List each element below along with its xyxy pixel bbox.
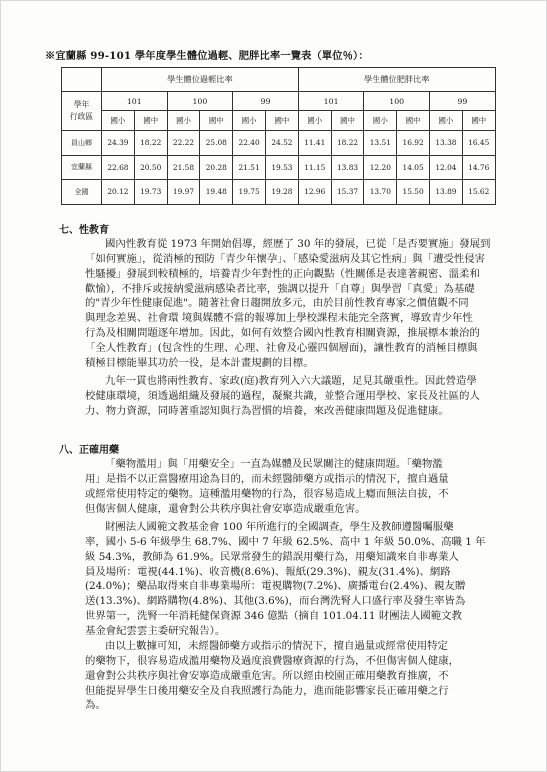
paragraph-line: 但傷害個人健康，還會對公共秩序與社會安寧造成嚴重危害。 xyxy=(85,502,366,515)
paragraph-line: 與理念差異、社會環 境與媒體不當的報導加上學校課程未能完全落實，導致青少年性 xyxy=(85,312,473,325)
header-year: 100 xyxy=(364,92,430,111)
table-row xyxy=(62,180,496,205)
paragraph-line: 用」是指不以正當醫療用途為目的，而未經醫師藥方或指示的情況下，擅自過量 xyxy=(85,472,449,485)
header-elementary: 國小 xyxy=(298,111,331,131)
rate-value-cell: 19.97 xyxy=(167,180,200,205)
rate-value-cell: 21.58 xyxy=(167,155,200,180)
paragraph-line: 國內性教育從 1973 年開始倡導，經歷了 30 年的發展，已從「是否要實施」發展到 xyxy=(105,238,491,250)
rate-value-cell: 21.51 xyxy=(233,155,266,180)
section-paragraph xyxy=(85,237,497,371)
rate-value-cell: 12.96 xyxy=(298,180,331,205)
header-elementary: 國小 xyxy=(102,111,135,131)
rate-value-cell: 13.89 xyxy=(430,180,463,205)
rate-value-cell: 19.73 xyxy=(134,180,167,205)
rate-value-cell: 18.22 xyxy=(331,131,364,156)
paragraph-line: 基金會紀雲雲主委研究報告）。 xyxy=(85,624,226,637)
table-body xyxy=(62,131,496,205)
header-year: 99 xyxy=(233,92,299,111)
rate-value-cell: 19.53 xyxy=(265,155,298,180)
paragraph-line: 由以上數據可知，未經醫師藥方或指示的情況下，擅自過量或經常使用特定 xyxy=(105,640,448,652)
region-cell: 宜蘭縣 xyxy=(62,155,102,180)
paragraph-line: 送(13.3%)、網路購物(4.8%)、其他(3.6%)，而台灣洗腎人口盛行率及發生率皆為 xyxy=(85,595,466,608)
rate-value-cell: 15.62 xyxy=(462,180,495,205)
header-junior-high: 國中 xyxy=(331,111,364,131)
paragraph-line: 世界第一，洗腎一年消耗健保資源 346 億點（摘自 101.04.11 財團法人國範文教 xyxy=(85,610,462,623)
rate-value-cell: 15.50 xyxy=(397,180,430,205)
header-obesity-rate: 學生體位肥胖比率 xyxy=(298,68,495,92)
rate-value-cell: 24.52 xyxy=(265,131,298,156)
rate-value-cell: 24.39 xyxy=(102,131,135,156)
paragraph-line: 校健康環境，須透過組織及發展的過程，凝聚共識，並整合運用學校、家長及社區的人 xyxy=(85,389,480,402)
region-cell: 全國 xyxy=(62,180,102,205)
body-weight-rate-table xyxy=(61,67,496,205)
paragraph-line: 員及場所：電視(44.1%)、收音機(8.6%)、報紙(29.3%)、親友(31.4%)、網路 xyxy=(85,565,451,578)
rate-value-cell: 11.15 xyxy=(298,155,331,180)
header-junior-high: 國中 xyxy=(462,111,495,131)
paragraph-line: 財團法人國範文教基金會 100 年所進行的全國調查，學生及教師遵醫囑服藥 xyxy=(105,521,454,533)
paragraph-line: 還會對公共秩序與社會安寧造成嚴重危害。所以經由校園正確用藥教育推廣，不 xyxy=(85,669,449,682)
paragraph-line: 積極目標能畢其功於一役，是本計畫規劃的目標。 xyxy=(85,356,314,369)
paragraph-line: 或經常使用特定的藥物。這種濫用藥物的行為，很容易造成上癮而無法自拔，不 xyxy=(85,487,449,500)
rate-value-cell: 13.38 xyxy=(430,131,463,156)
header-junior-high: 國中 xyxy=(265,111,298,131)
header-year: 101 xyxy=(102,92,168,111)
paragraph-line: 「如何實施」，從消極的預防「青少年懷孕」、「感染愛滋病及其它性病」與「遭受性侵害 xyxy=(85,252,486,265)
paragraph-line: 性騷擾」發展到較積極的，培養青少年對性的正向觀點（性關係是表達著親密、溫柔和 xyxy=(85,267,480,280)
table-corner-blank xyxy=(62,68,102,92)
rate-value-cell: 20.28 xyxy=(200,155,233,180)
rate-value-cell: 16.92 xyxy=(397,131,430,156)
paragraph-line: 行為及相關問題逐年增加。因此，如何有效整合國內性教育相關資源，推展標本兼治的 xyxy=(85,327,480,340)
paragraph-line: 力、物力資源，同時著重認知與行為習慣的培養，來改善健康問題及促進健康。 xyxy=(85,404,449,417)
header-junior-high: 國中 xyxy=(397,111,430,131)
paragraph-line: 的藥物下，很容易造成濫用藥物及過度浪費醫療資源的行為，不但傷害個人健康， xyxy=(85,654,460,667)
paragraph-line: (24.0%)；藥品取得來自非專業場所：電視購物(7.2%)、廣播電台(2.4%)、親友贈 xyxy=(85,580,466,593)
header-underweight-rate: 學生體位過輕比率 xyxy=(102,68,299,92)
table-row xyxy=(62,131,496,156)
section-paragraph xyxy=(85,374,497,419)
rate-value-cell: 12.20 xyxy=(364,155,397,180)
paragraph-line: 的"青少年性健康促進"。隨著社會日趨開放多元，由於目前性教育專家之價值觀不同 xyxy=(85,297,469,310)
table-title: ※宜蘭縣 99-101 學年度學生體位過輕、肥胖比率一覽表（單位％）： xyxy=(45,50,369,62)
rate-value-cell: 22.40 xyxy=(233,131,266,156)
header-year: 100 xyxy=(167,92,233,111)
rate-value-cell: 19.48 xyxy=(200,180,233,205)
rate-value-cell: 14.76 xyxy=(462,155,495,180)
rate-value-cell: 18.22 xyxy=(134,131,167,156)
paragraph-line: 「全人性教育」(包含性的生理、心理、社會及心靈四個層面)，讓性教育的消極目標與 xyxy=(85,341,478,354)
corner-region-label: 行政區 xyxy=(69,112,94,121)
paragraph-line: 為。 xyxy=(85,699,106,712)
corner-year-label: 學年 xyxy=(73,100,90,109)
section-paragraph xyxy=(85,639,497,713)
paragraph-line: 歡愉），不排斥或接納愛滋病感染者比率，強調以提升「自尊」與學習「真愛」為基礎 xyxy=(85,282,475,295)
rate-value-cell: 12.04 xyxy=(430,155,463,180)
header-elementary: 國小 xyxy=(233,111,266,131)
paragraph-line: 「藥物濫用」與「用藥安全」一直為媒體及民眾關注的健康問題。「藥物濫 xyxy=(105,458,443,470)
paragraph-line: 級 54.3%，教師為 61.9%。民眾常發生的錯誤用藥行為，用藥知識來自非專業人 xyxy=(85,550,459,563)
paragraph-line: 率，國小 5-6 年級學生 68.7%、國中 7 年級 62.5%、高中 1 年級 50.0%、高職 1 年 xyxy=(85,535,486,548)
header-elementary: 國小 xyxy=(430,111,463,131)
header-year: 101 xyxy=(298,92,364,111)
table-corner-header xyxy=(62,92,102,131)
section-heading: 八、正確用藥 xyxy=(59,445,119,456)
region-cell: 員山鄉 xyxy=(62,131,102,156)
rate-value-cell: 25.08 xyxy=(200,131,233,156)
paragraph-line: 九年一貫也將兩性教育、家政(庭)教育列入六大議題，足見其嚴重性。因此營造學 xyxy=(105,375,477,387)
rate-value-cell: 15.37 xyxy=(331,180,364,205)
rate-value-cell: 13.83 xyxy=(331,155,364,180)
header-elementary: 國小 xyxy=(364,111,397,131)
rate-value-cell: 13.70 xyxy=(364,180,397,205)
rate-value-cell: 13.51 xyxy=(364,131,397,156)
header-junior-high: 國中 xyxy=(200,111,233,131)
rate-value-cell: 20.50 xyxy=(134,155,167,180)
header-elementary: 國小 xyxy=(167,111,200,131)
rate-value-cell: 22.22 xyxy=(167,131,200,156)
section-paragraph xyxy=(85,520,497,639)
header-junior-high: 國中 xyxy=(134,111,167,131)
section-heading: 七、性教育 xyxy=(59,225,109,236)
paragraph-line: 但能提昇學生日後用藥安全及自我照護行為能力，進而能影響家長正確用藥之行 xyxy=(85,684,449,697)
rate-value-cell: 16.45 xyxy=(462,131,495,156)
rate-value-cell: 22.68 xyxy=(102,155,135,180)
section-paragraph xyxy=(85,457,497,516)
rate-value-cell: 11.41 xyxy=(298,131,331,156)
rate-value-cell: 14.05 xyxy=(397,155,430,180)
header-year: 99 xyxy=(430,92,496,111)
rate-value-cell: 19.28 xyxy=(265,180,298,205)
rate-value-cell: 19.75 xyxy=(233,180,266,205)
rate-value-cell: 20.12 xyxy=(102,180,135,205)
table-row xyxy=(62,155,496,180)
